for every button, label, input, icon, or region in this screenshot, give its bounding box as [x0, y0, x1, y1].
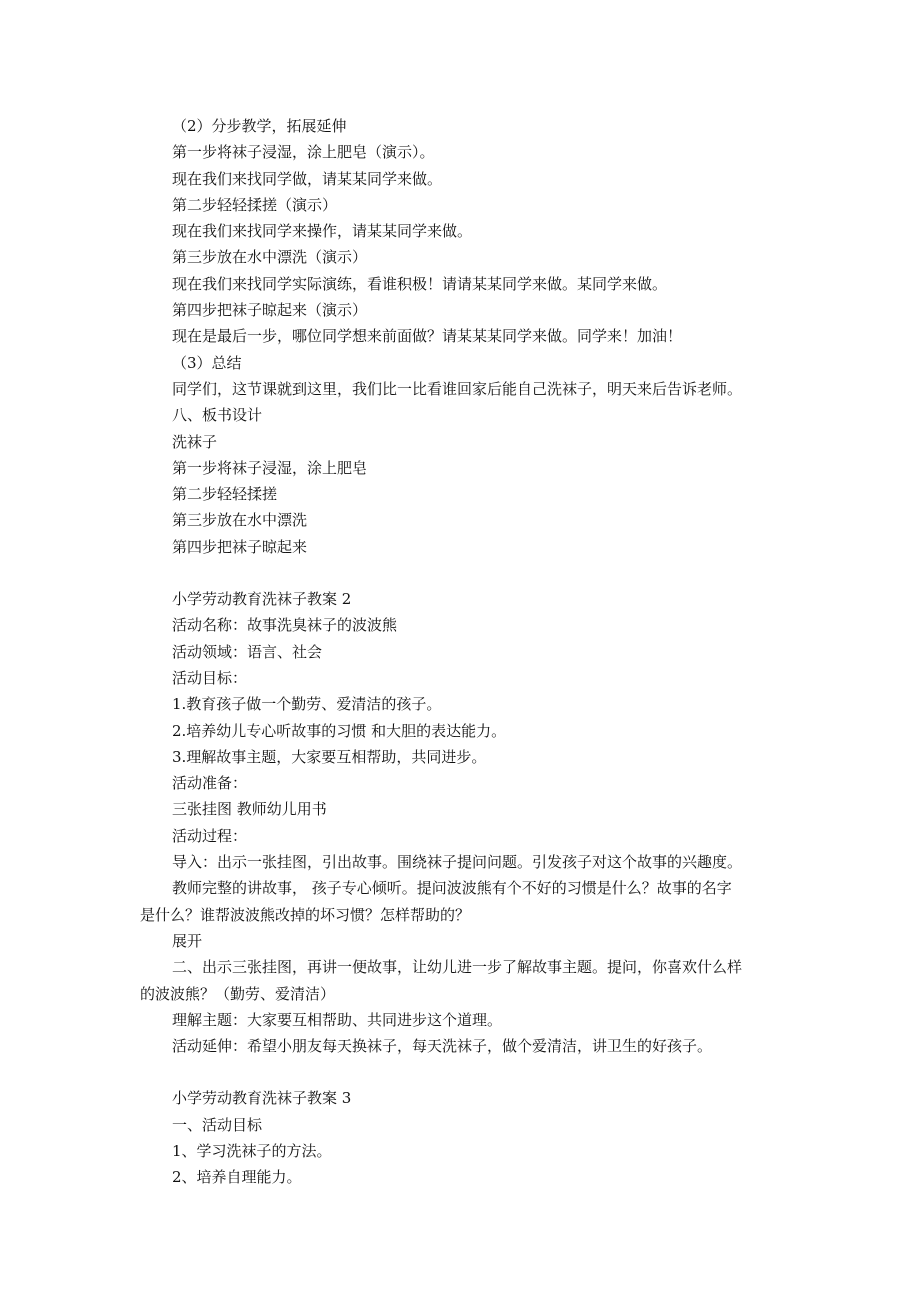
text-line: 2、培养自理能力。: [172, 1168, 302, 1187]
text-line: 导入：出示一张挂图，引出故事。围绕袜子提问问题。引发孩子对这个故事的兴趣度。: [172, 853, 743, 872]
text-line: 洗袜子: [172, 432, 218, 451]
text-line: 现在我们来找同学实际演练，看谁积极！请请某某同学来做。某同学来做。: [172, 274, 668, 293]
text-line: 第三步放在水中漂洗（演示）: [172, 248, 368, 267]
section-heading: 八、板书设计: [172, 406, 263, 425]
text-line: 第四步把袜子晾起来（演示）: [172, 301, 368, 320]
section-title: 小学劳动教育洗袜子教案 2: [172, 590, 352, 609]
text-line: 活动目标：: [172, 668, 248, 687]
text-line: 展开: [172, 931, 203, 950]
text-line: （2）分步教学，拓展延伸: [172, 117, 347, 135]
text-line: 活动延伸：希望小朋友每天换袜子，每天洗袜子，做个爱清洁，讲卫生的好孩子。: [172, 1037, 713, 1056]
text-line: 1、学习洗袜子的方法。: [172, 1141, 332, 1160]
section-3: [172, 1085, 822, 1190]
section-heading: 一、活动目标: [172, 1115, 263, 1134]
document-body: [140, 113, 822, 1191]
text-line: （3）总结: [172, 353, 242, 372]
text-line: 第三步放在水中漂洗: [172, 511, 308, 530]
text-line: 活动领域：语言、社会: [172, 642, 323, 661]
section-2: [140, 586, 822, 1059]
text-line: 第二步轻轻揉搓（演示）: [172, 195, 338, 214]
text-line: 第二步轻轻揉搓: [172, 485, 278, 504]
text-line-continued: 的波波熊？（勤劳、爱清洁）: [140, 984, 336, 1003]
section-title: 小学劳动教育洗袜子教案 3: [172, 1089, 352, 1108]
text-line: 活动准备：: [172, 774, 248, 793]
section-1: [172, 113, 822, 560]
text-line: 现在我们来找同学做，请某某同学来做。: [172, 169, 443, 188]
text-line: 同学们，这节课就到这里，我们比一比看谁回家后能自己洗袜子，明天来后告诉老师。: [172, 379, 743, 398]
text-line: 3.理解故事主题，大家要互相帮助，共同进步。: [172, 747, 487, 766]
text-line: 活动名称：故事洗臭袜子的波波熊: [172, 616, 398, 635]
text-line: 1.教育孩子做一个勤劳、爱清洁的孩子。: [172, 695, 442, 714]
text-line: 第四步把袜子晾起来: [172, 537, 308, 556]
text-line: 现在是最后一步，哪位同学想来前面做？请某某某同学来做。同学来！加油！: [172, 327, 683, 346]
text-line: 第一步将袜子浸湿，涂上肥皂（演示）。: [172, 143, 435, 162]
text-line: 三张挂图 教师幼儿用书: [172, 800, 327, 819]
text-line: 理解主题：大家要互相帮助、共同进步这个道理。: [172, 1010, 503, 1029]
text-line: 现在我们来找同学来操作，请某某同学来做。: [172, 222, 473, 241]
text-line: 第一步将袜子浸湿，涂上肥皂: [172, 458, 368, 477]
text-line: 2.培养幼儿专心听故事的习惯 和大胆的表达能力。: [172, 721, 507, 740]
paragraph-gap: [172, 1059, 822, 1085]
paragraph-gap: [172, 560, 822, 586]
text-line: 活动过程：: [172, 826, 248, 845]
text-line-continued: 是什么？谁帮波波熊改掉的坏习惯？怎样帮助的？: [140, 905, 471, 924]
text-line: 教师完整的讲故事， 孩子专心倾听。提问波波熊有个不好的习惯是什么？故事的名字: [172, 879, 732, 898]
text-line: 二、出示三张挂图，再讲一便故事，让幼儿进一步了解故事主题。提问，你喜欢什么样: [172, 958, 743, 977]
